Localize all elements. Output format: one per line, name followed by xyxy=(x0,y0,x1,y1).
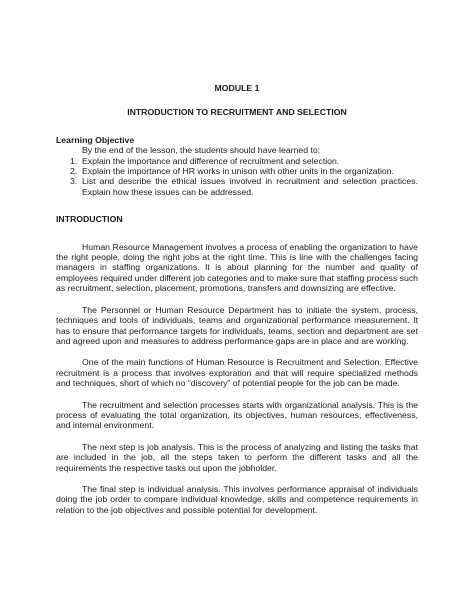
page-title: INTRODUCTION TO RECRUITMENT AND SELECTION xyxy=(127,107,347,118)
objective-number: 3. xyxy=(70,176,78,187)
objectives-list xyxy=(56,156,418,198)
introduction-paragraph: The final step is individual analysis. This involves performance appraisal of individuals doing the job order to compare individual knowledge, skills and competence requirements in relation to the job objectives and possible potential for development. xyxy=(56,483,418,515)
objective-item xyxy=(56,166,418,176)
introduction-heading: INTRODUCTION xyxy=(56,214,123,225)
learning-objective-heading: Learning Objective xyxy=(56,134,135,145)
introduction-paragraph: Human Resource Management involves a process of enabling the organization to have the right people, doing the right jobs at the right time. This is line with the challenges facing managers in staffing organizations. It is about planning for the number and quality of employees required under different job categories and to make sure that staffing process such as recruitment, selection, placement, promotions, transfers and downsizing are effective. xyxy=(56,241,418,294)
introduction-paragraph: One of the main functions of Human Resource is Recruitment and Selection. Effective recruitment is a process that involves exploration and that will require specialized methods and techniques, short of which no “discovery” of potential people for the job can be made. xyxy=(56,357,418,389)
module-label: MODULE 1 xyxy=(214,83,260,93)
learning-objective-intro: By the end of the lesson, the students should have learned to: xyxy=(82,145,321,156)
objective-number: 2. xyxy=(70,166,78,177)
introduction-paragraph: The next step is job analysis. This is the process of analyzing and listing the tasks that are included in the job, all the steps taken to perform the different tasks and all the requirements the respective tasks out upon the jobholder. xyxy=(56,441,418,473)
objective-item xyxy=(56,156,418,166)
introduction-paragraph: The recruitment and selection processes starts with organizational analysis. This is the process of evaluating the total organization, its objectives, human resources, effectiveness, and internal environment. xyxy=(56,399,418,431)
objective-number: 1. xyxy=(70,155,78,166)
objective-item xyxy=(56,176,418,197)
introduction-paragraph: The Personnel or Human Resource Department has to initiate the system, process, techniques and tools of individuals, teams and organizational performance measurement. It has to ensure that performance targets for individuals, teams, section and department are set and agreed upon and measures to address performance gaps are in place and are working. xyxy=(56,304,418,346)
objective-text: List and describe the ethical issues involved in recruitment and selection practices. Explain how these issues can be addressed. xyxy=(82,176,418,197)
objective-text: Explain the importance and difference of recruitment and selection. xyxy=(82,155,340,166)
objective-text: Explain the importance of HR works in unison with other units in the organization. xyxy=(82,166,394,177)
